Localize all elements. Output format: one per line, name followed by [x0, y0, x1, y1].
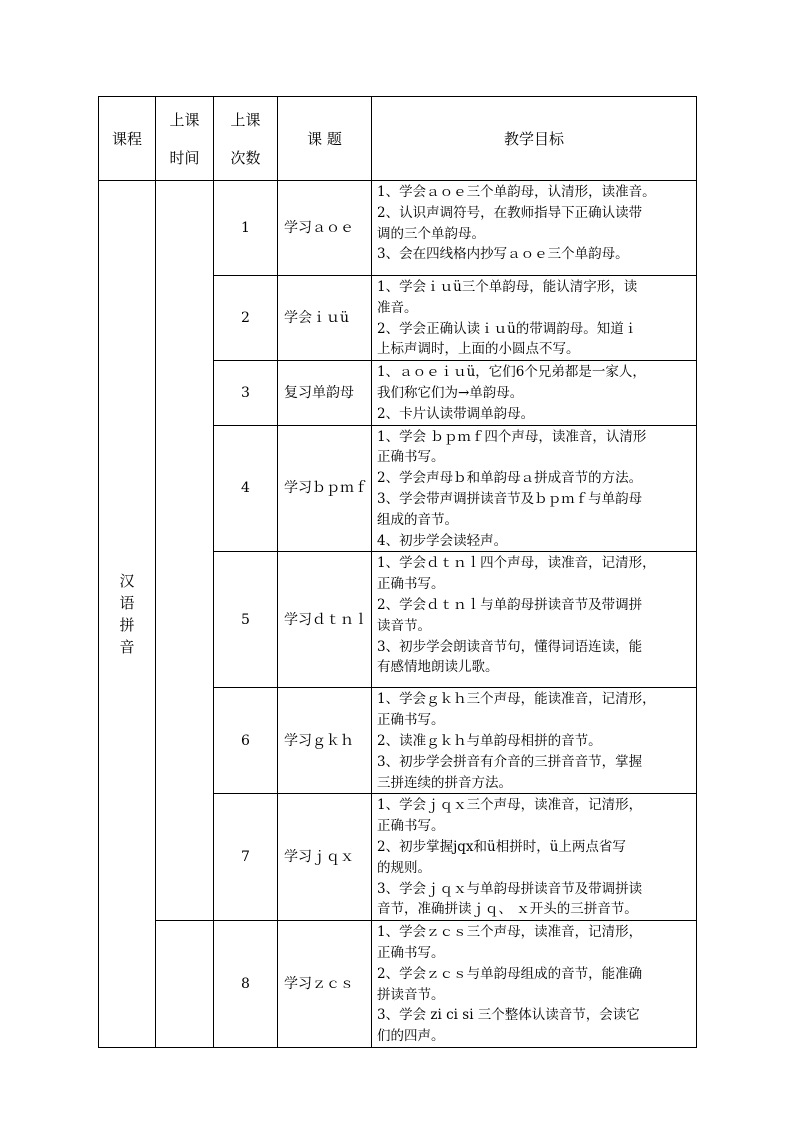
goal-line: 2、读准ｇｋｈ与单韵母相拼的音节。	[377, 732, 602, 749]
goal-line: 正确书写。	[377, 712, 445, 729]
lesson-goals	[372, 181, 697, 276]
time-cell	[156, 921, 214, 1048]
curriculum-table	[98, 96, 697, 1048]
goal-line: 2、认识声调符号，在教师指导下正确认读带	[377, 204, 643, 221]
lesson-topic: 学会ｉｕü	[278, 276, 372, 361]
lesson-goals	[372, 552, 697, 688]
goal-line: 音节，准确拼读ｊｑ、 ｘ开头的三拼音节。	[377, 901, 638, 918]
goal-line: 2、初步掌握jqx和ü相拼时，ü上两点省写	[377, 838, 626, 855]
lesson-number: 1	[214, 181, 278, 276]
goal-line: 3、初步学会拼音有介音的三拼音音节，掌握	[377, 753, 643, 770]
header-time: 上课时间	[156, 97, 214, 181]
lesson-number: 8	[214, 921, 278, 1048]
lesson-number: 2	[214, 276, 278, 361]
lesson-goals	[372, 688, 697, 794]
lesson-goals	[372, 425, 697, 552]
goal-line: 3、学会 zi ci si 三个整体认读音节，会读它	[377, 1007, 640, 1024]
goal-line: 准音。	[377, 299, 418, 316]
lesson-number: 5	[214, 552, 278, 688]
goal-line: 1、学会ｄｔｎｌ四个声母，读准音，记清形，	[377, 555, 656, 572]
goal-line: 3、初步学会朗读音节句，懂得词语连读，能	[377, 638, 643, 655]
goal-line: 上标声调时，上面的小圆点不写。	[377, 341, 580, 358]
goal-line: 2、学会正确认读ｉｕü的带调韵母。知道ｉ	[377, 320, 638, 337]
lesson-row	[99, 921, 697, 1048]
goal-line: 三拼连续的拼音方法。	[377, 774, 512, 791]
goal-line: 正确书写。	[377, 818, 445, 835]
goal-line: 2、学会ｄｔｎｌ与单韵母拼读音节及带调拼	[377, 596, 643, 613]
goal-line: 1、学会ｚｃｓ三个声母，读准音，记清形，	[377, 924, 643, 941]
lesson-number: 7	[214, 794, 278, 921]
goal-line: 4、初步学会读轻声。	[377, 532, 508, 549]
goal-line: 3、会在四线格内抄写ａｏｅ三个单韵母。	[377, 246, 629, 263]
goal-line: 1、学会ａｏｅ三个单韵母，认清形，读准音。	[377, 184, 656, 200]
goal-line: 3、学会ｊｑｘ与单韵母拼读音节及带调拼读	[377, 880, 643, 897]
goal-line: 1、ａｏｅｉｕü，它们6个兄弟都是一家人，	[377, 364, 646, 381]
header-count: 上课次数	[214, 97, 278, 181]
category-label: 汉语拼音	[119, 571, 135, 656]
header-course: 课程	[99, 97, 156, 181]
lesson-goals	[372, 276, 697, 361]
goal-line: 2、卡片认读带调单韵母。	[377, 405, 535, 422]
lesson-goals	[372, 794, 697, 921]
goal-line: 1、学会ｊｑｘ三个声母，读准音，记清形，	[377, 797, 643, 814]
goal-line: 的规则。	[377, 859, 431, 876]
header-row	[99, 97, 697, 181]
goal-line: 正确书写。	[377, 576, 445, 593]
lesson-number: 3	[214, 361, 278, 425]
lesson-topic: 学习ｊｑｘ	[278, 794, 372, 921]
goal-line: 3、学会带声调拼读音节及ｂｐｍｆ与单韵母	[377, 490, 643, 507]
lesson-topic: 学习ｚｃｓ	[278, 921, 372, 1048]
lesson-topic: 学习ｄｔｎｌ	[278, 552, 372, 688]
goal-line: 有感情地朗读儿歌。	[377, 659, 499, 676]
goal-line: 1、学会ｉｕü三个单韵母，能认清字形，读	[377, 279, 638, 295]
goal-line: 正确书写。	[377, 449, 445, 466]
goal-line: 们的四声。	[377, 1028, 445, 1045]
goal-line: 组成的音节。	[377, 511, 458, 528]
time-cell	[156, 181, 214, 921]
header-goals: 教学目标	[372, 97, 697, 181]
goal-line: 2、学会声母ｂ和单韵母ａ拼成音节的方法。	[377, 470, 643, 487]
goal-line: 调的三个单韵母。	[377, 225, 485, 242]
lesson-topic: 复习单韵母	[278, 361, 372, 425]
lesson-goals	[372, 361, 697, 425]
lesson-topic: 学习ａｏｅ	[278, 181, 372, 276]
goal-line: 读音节。	[377, 617, 431, 634]
goal-line: 1、学会ｇｋｈ三个声母，能读准音，记清形，	[377, 691, 656, 708]
header-topic: 课 题	[278, 97, 372, 181]
lesson-goals	[372, 921, 697, 1048]
goal-line: 1、学会 ｂｐｍｆ四个声母，读准音，认清形	[377, 428, 647, 445]
goal-line: 2、学会ｚｃｓ与单韵母组成的音节，能准确	[377, 965, 643, 982]
lesson-topic: 学习ｇｋｈ	[278, 688, 372, 794]
lesson-row	[99, 181, 697, 276]
goal-line: 拼读音节。	[377, 986, 445, 1003]
category-cell	[99, 181, 156, 1048]
goal-line: 正确书写。	[377, 944, 445, 961]
lesson-topic: 学习ｂｐｍｆ	[278, 425, 372, 552]
lesson-number: 4	[214, 425, 278, 552]
goal-line: 我们称它们为→单韵母。	[377, 384, 524, 401]
lesson-number: 6	[214, 688, 278, 794]
